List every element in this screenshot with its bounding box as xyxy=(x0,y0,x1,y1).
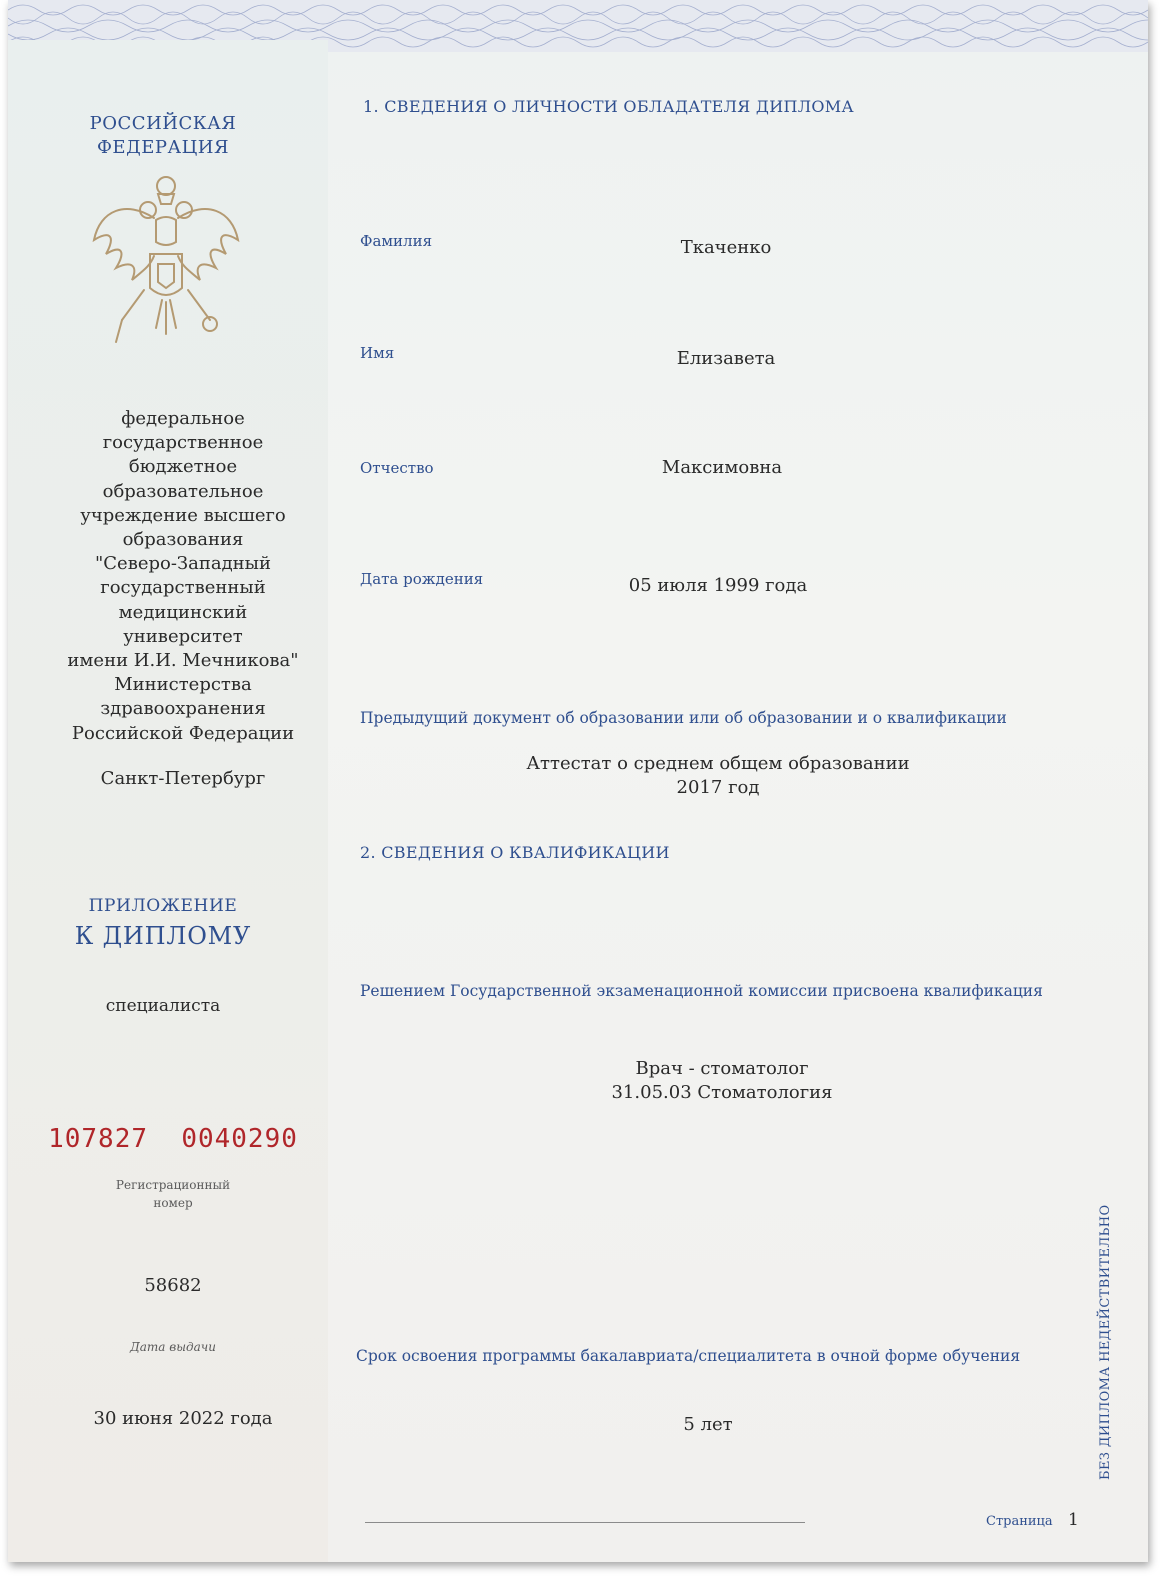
appendix-title-line1: ПРИЛОЖЕНИЕ xyxy=(88,896,238,916)
issue-date-label: Дата выдачи xyxy=(130,1340,216,1354)
section2-title: 2. СВЕДЕНИЯ О КВАЛИФИКАЦИИ xyxy=(360,843,670,862)
country-title: РОССИЙСКАЯ ФЕДЕРАЦИЯ xyxy=(89,113,237,158)
diploma-appendix-page xyxy=(8,0,1148,1562)
coat-of-arms-emblem xyxy=(86,170,246,360)
page-label: Страница xyxy=(986,1514,1053,1529)
previous-document-label: Предыдущий документ об образовании или об образовании и о квалификации xyxy=(360,709,1007,727)
qualification-label: Решением Государственной экзаменационной комиссии присвоена квалификация xyxy=(360,982,1043,1000)
registration-number: 58682 xyxy=(144,1275,202,1296)
previous-document-name: Аттестат о среднем общем образовании xyxy=(526,753,910,774)
study-term-value: 5 лет xyxy=(683,1414,733,1435)
qualification-value xyxy=(472,1057,972,1105)
serial-number: 107827 0040290 xyxy=(48,1124,298,1154)
page-number: 1 xyxy=(1068,1510,1079,1530)
section1-title: 1. СВЕДЕНИЯ О ЛИЧНОСТИ ОБЛАДАТЕЛЯ ДИПЛОМА xyxy=(363,97,854,116)
previous-document-year: 2017 год xyxy=(676,777,760,798)
birth-date-value: 05 июля 1999 года xyxy=(628,575,808,596)
name-label: Имя xyxy=(360,344,395,362)
degree-level: специалиста xyxy=(105,996,221,1016)
appendix-title-line2: К ДИПЛОМУ xyxy=(74,922,252,950)
surname-label: Фамилия xyxy=(360,232,433,250)
birth-date-label: Дата рождения xyxy=(360,570,484,588)
previous-document-value xyxy=(468,752,968,800)
city: Санкт-Петербург xyxy=(100,768,266,789)
organization-name: федеральное государственное бюджетное образовательное учреждение высшего образования "Северо-Западный государственный медицинский университет имени И.И. Мечникова" Министерства здравоохранения Российской Федерации xyxy=(67,408,299,744)
validity-note: БЕЗ ДИПЛОМА НЕДЕЙСТВИТЕЛЬНО xyxy=(1098,1204,1113,1480)
patronymic-value: Максимовна xyxy=(661,457,783,478)
specialty-code: 31.05.03 Стоматология xyxy=(611,1082,833,1103)
name-value: Елизавета xyxy=(676,348,776,369)
signature-line xyxy=(365,1522,805,1523)
registration-number-label: Регистрационный номер xyxy=(115,1178,231,1210)
patronymic-label: Отчество xyxy=(360,459,434,477)
surname-value: Ткаченко xyxy=(680,237,772,258)
issue-date: 30 июня 2022 года xyxy=(93,1408,273,1429)
study-term-label: Срок освоения программы бакалавриата/специалитета в очной форме обучения xyxy=(356,1347,1021,1365)
qualification-name: Врач - стоматолог xyxy=(635,1058,809,1079)
